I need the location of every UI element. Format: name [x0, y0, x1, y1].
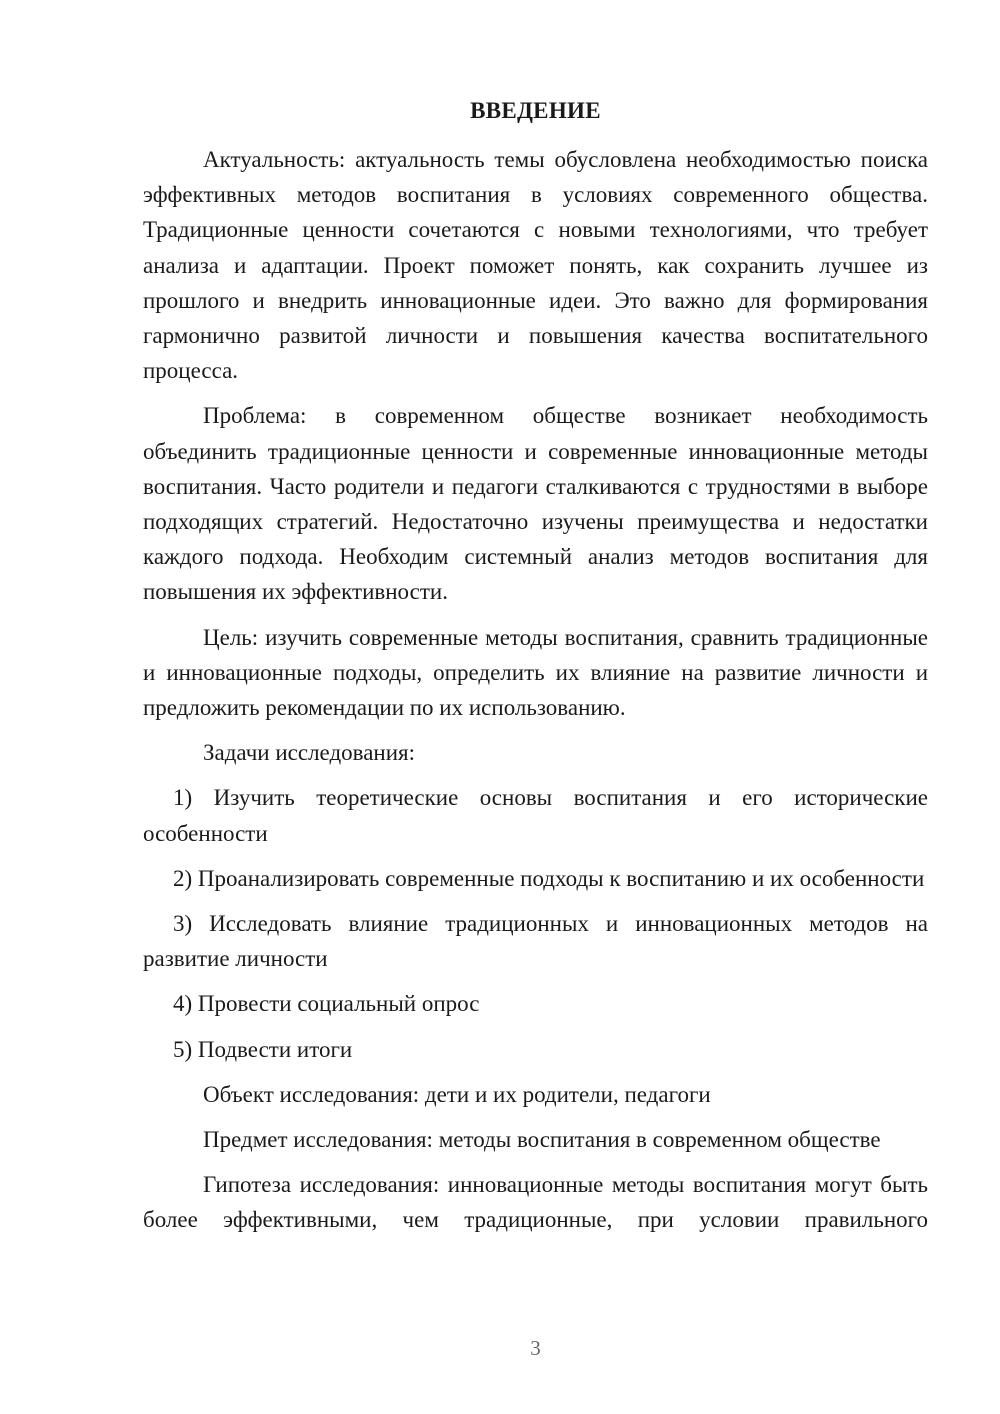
page-number: 3 [530, 1336, 541, 1360]
subject-paragraph: Предмет исследования: методы воспитания в современном обществе [203, 1127, 881, 1153]
hypothesis-paragraph: Гипотеза исследования: инновационные методы воспитания могут быть более эффективными, чем традиционные, при условии правильного [143, 1172, 928, 1233]
task-item-2: 2) Проанализировать современные подходы к воспитанию и их особенности [173, 865, 925, 891]
object-paragraph: Объект исследования: дети и их родители, педагоги [203, 1081, 711, 1107]
problem-paragraph: Проблема: в современном обществе возникает необходимость объединить традиционные ценности и современные инновационные методы воспитания. Часто родители и педагоги сталкиваются с трудностями в выборе подходящих стратегий. Недостаточно изучены преимущества и недостатки каждого подхода. Необходим системный анализ методов воспитания для повышения их эффективности. [143, 403, 928, 605]
task-item-3: 3) Исследовать влияние традиционных и инновационных методов на развитие личности [143, 911, 928, 972]
task-item-4: 4) Провести социальный опрос [173, 991, 480, 1017]
document-page [143, 0, 928, 1414]
tasks-title: Задачи исследования: [203, 740, 416, 766]
document-body [143, 142, 928, 1248]
section-heading: ВВЕДЕНИЕ [470, 98, 601, 123]
relevance-paragraph: Актуальность: актуальность темы обусловлена необходимостью поиска эффективных методов воспитания в условиях современного общества. Традиционные ценности сочетаются с новыми технологиями, что требует анализа и адаптации. Проект поможет понять, как сохранить лучшее из прошлого и внедрить инновационные идеи. Это важно для формирования гармонично развитой личности и повышения качества воспитательного процесса. [143, 147, 928, 384]
goal-paragraph: Цель: изучить современные методы воспитания, сравнить традиционные и инновационные подходы, определить их влияние на развитие личности и предложить рекомендации по их использованию. [143, 624, 928, 721]
task-item-1: 1) Изучить теоретические основы воспитания и его исторические особенности [143, 785, 928, 846]
task-item-5: 5) Подвести итоги [173, 1036, 353, 1062]
